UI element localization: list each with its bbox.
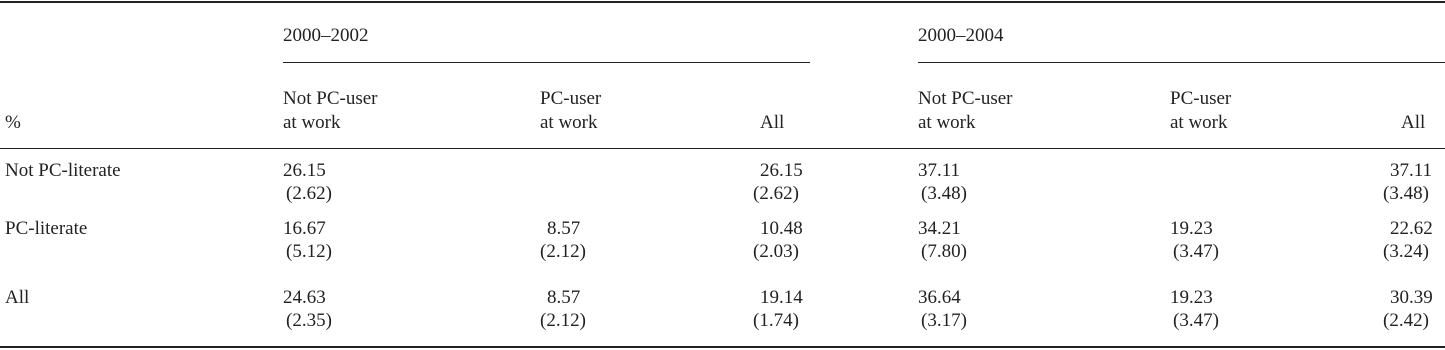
cell-value: 26.15 bbox=[283, 160, 326, 181]
cell-se: (5.12) bbox=[286, 241, 332, 262]
corner-label: % bbox=[5, 112, 21, 133]
cell-se: (2.62) bbox=[753, 183, 799, 204]
col-header-line1: PC-user bbox=[540, 88, 602, 109]
cell-value: 16.67 bbox=[283, 218, 326, 239]
cell-se: (2.35) bbox=[286, 310, 332, 331]
col-header-line2: at work bbox=[918, 112, 976, 133]
cell-se: (2.12) bbox=[540, 241, 586, 262]
period-2-label: 2000–2004 bbox=[918, 25, 1004, 46]
col-header-line2: at work bbox=[1170, 112, 1228, 133]
cell-value: 37.11 bbox=[918, 160, 961, 181]
cell-value: 22.62 bbox=[1390, 218, 1433, 239]
cell-se: (7.80) bbox=[921, 241, 967, 262]
period-1-span-rule bbox=[283, 62, 810, 63]
cell-se: (2.42) bbox=[1383, 310, 1429, 331]
cell-value: 19.14 bbox=[760, 287, 803, 308]
col-header-line1: PC-user bbox=[1170, 88, 1232, 109]
cell-se: (3.47) bbox=[1173, 241, 1219, 262]
col-header-line2: All bbox=[760, 112, 785, 133]
cell-se: (2.03) bbox=[753, 241, 799, 262]
col-header-line2: at work bbox=[283, 112, 341, 133]
cell-se: (3.47) bbox=[1173, 310, 1219, 331]
cell-value: 8.57 bbox=[547, 218, 581, 239]
cell-value: 19.23 bbox=[1170, 218, 1213, 239]
col-header-line1: Not PC-user bbox=[283, 88, 378, 109]
col-header-line2: All bbox=[1401, 112, 1426, 133]
cell-se: (3.48) bbox=[1383, 183, 1429, 204]
table-top-rule bbox=[0, 1, 1445, 3]
cell-value: 36.64 bbox=[918, 287, 961, 308]
cell-value: 37.11 bbox=[1390, 160, 1433, 181]
period-1-label: 2000–2002 bbox=[283, 25, 369, 46]
cell-se: (3.24) bbox=[1383, 241, 1429, 262]
cell-value: 34.21 bbox=[918, 218, 961, 239]
cell-value: 30.39 bbox=[1390, 287, 1433, 308]
cell-value: 24.63 bbox=[283, 287, 326, 308]
cell-value: 8.57 bbox=[547, 287, 581, 308]
table-header-rule bbox=[0, 148, 1445, 149]
cell-value: 10.48 bbox=[760, 218, 803, 239]
cell-se: (1.74) bbox=[753, 310, 799, 331]
row-label: Not PC-literate bbox=[5, 160, 121, 181]
period-2-span-rule bbox=[918, 62, 1445, 63]
col-header-line1: Not PC-user bbox=[918, 88, 1013, 109]
col-header-line2: at work bbox=[540, 112, 598, 133]
cell-se: (3.17) bbox=[921, 310, 967, 331]
cell-se: (2.62) bbox=[286, 183, 332, 204]
cell-se: (2.12) bbox=[540, 310, 586, 331]
row-label: PC-literate bbox=[5, 218, 88, 239]
table-bottom-rule bbox=[0, 346, 1445, 348]
row-label: All bbox=[5, 287, 30, 308]
cell-se: (3.48) bbox=[921, 183, 967, 204]
cell-value: 26.15 bbox=[760, 160, 803, 181]
cell-value: 19.23 bbox=[1170, 287, 1213, 308]
